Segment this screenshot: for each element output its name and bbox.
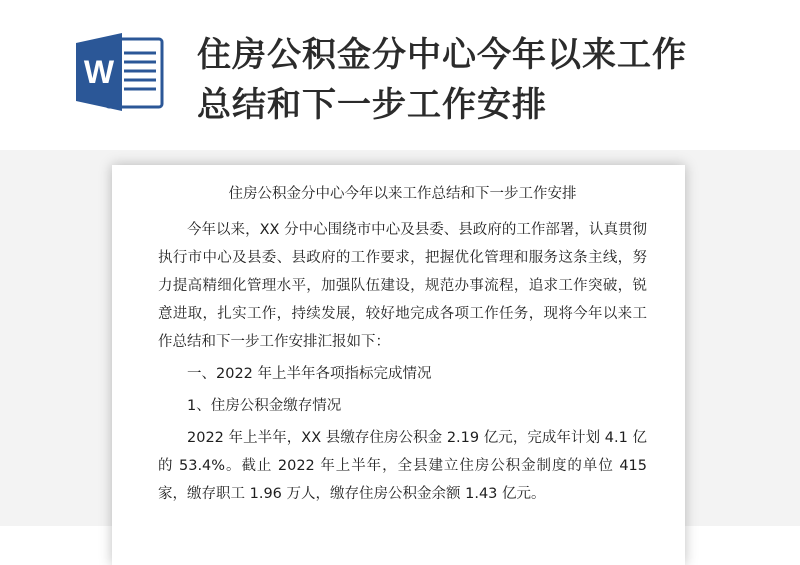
title-line-1: 住房公积金分中心今年以来工作 — [197, 35, 687, 75]
header-banner — [0, 0, 800, 150]
word-document-icon — [76, 33, 164, 111]
subsection-heading: 1、住房公积金缴存情况 — [187, 398, 342, 414]
page-title — [197, 30, 777, 130]
document-page — [112, 165, 685, 565]
section-heading: 一、2022 年上半年各项指标完成情况 — [187, 366, 432, 382]
intro-paragraph: 今年以来，XX 分中心围绕市中心及县委、县政府的工作部署，认真贯彻执行市中心及县委、县政府的工作要求，把握优化管理和服务这条主线，努力提高精细化管理水平，加强队伍建设，规范办事流程，追求工作突破，锐意进取，扎实工作，持续发展，较好地完成各项工作任务，现将今年以来工作总结和下一步工作安排汇报如下： — [158, 222, 647, 350]
document-title: 住房公积金分中心今年以来工作总结和下一步工作安排 — [228, 186, 577, 202]
title-line-2: 总结和下一步工作安排 — [197, 85, 547, 125]
svg-text:W: W — [83, 54, 115, 90]
body-paragraph: 2022 年上半年，XX 县缴存住房公积金 2.19 亿元，完成年计划 4.1 亿的 53.4%。截止 2022 年上半年，全县建立住房公积金制度的单位 415 家，缴存职工 1.96 万人，缴存住房公积金余额 1.43 亿元。 — [158, 430, 647, 502]
